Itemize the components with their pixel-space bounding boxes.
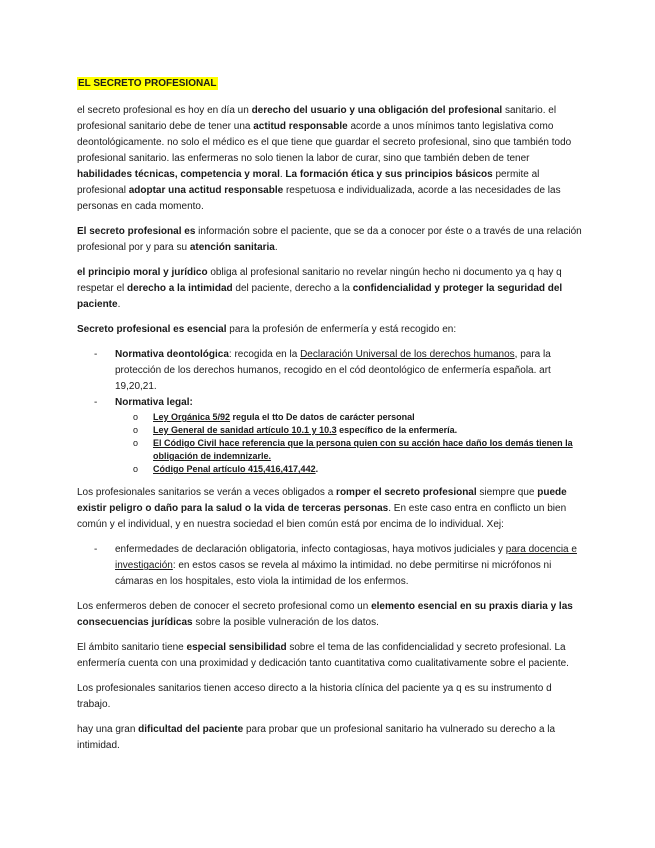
circle-bullet: o <box>133 464 139 474</box>
paragraph-difficulty: hay una gran dificultad del paciente para probar que un profesional sanitario ha vulnerado su derecho a la intimidad. <box>77 724 556 751</box>
paragraph-essential: Secreto profesional es esencial para la profesión de enfermería y está recogido en: <box>77 324 457 335</box>
paragraph-nurses: Los enfermeros deben de conocer el secreto profesional como un elemento esencial en su praxis diaria y las consecuencias jurídicas sobre la posible vulneración de los datos. <box>77 601 573 628</box>
list-item-legal: - Normativa legal: o Ley Orgánica 5/92 regula el tto De datos de carácter personal o Ley General de sanidad artículo 10.1 y 10.3 específico de la enfermería. o El Código Civil hace referencia que la persona quien con su acción hace daño los demás tienen la obligación de indemnizarle. o Código Penal artículo 415,416,417,442. <box>77 395 582 476</box>
regulations-list <box>77 347 582 476</box>
dash-bullet: - <box>94 349 98 360</box>
circle-bullet: o <box>133 425 139 435</box>
exceptions-list <box>77 542 582 590</box>
circle-bullet: o <box>133 438 139 448</box>
circle-bullet: o <box>133 412 139 422</box>
sublist-item: o Código Penal artículo 415,416,417,442. <box>133 464 319 474</box>
sublist-item: o Ley Orgánica 5/92 regula el tto De datos de carácter personal <box>133 412 415 422</box>
paragraph-exceptions: Los profesionales sanitarios se verán a veces obligados a romper el secreto profesional siempre que puede existir peligro o daño para la salud o la vida de terceras personas. En este caso entra en conflicto un bien común y el individual, y en nuestra sociedad el bien común está por encima de lo individual. Xej: <box>77 487 567 530</box>
declaration-link: Declaración Universal de los derechos humanos <box>300 349 515 360</box>
sublist-item: o Ley General de sanidad artículo 10.1 y 10.3 específico de la enfermería. <box>133 425 458 435</box>
list-item-diseases: - enfermedades de declaración obligatoria, infecto contagiosas, haya motivos judiciales y para docencia e investigación: en estos casos se revela al máximo la intimidad. no debe permitirse ni micrófonos ni cámaras en los hospitales, esto viola la intimidad de los enfermos. <box>94 544 577 587</box>
legal-sublist <box>115 411 582 476</box>
paragraph-access: Los profesionales sanitarios tienen acceso directo a la historia clínica del paciente ya q es su instrumento d trabajo. <box>77 683 552 710</box>
dash-bullet: - <box>94 397 98 408</box>
page-title: EL SECRETO PROFESIONAL <box>78 78 217 89</box>
paragraph-definition: El secreto profesional es información sobre el paciente, que se da a conocer por éste o a través de una relación profesional por y para su atención sanitaria. <box>77 226 582 253</box>
paragraph-sensitivity: El ámbito sanitario tiene especial sensibilidad sobre el tema de las confidencialidad y secreto profesional. La enfermería cuenta con una proximidad y dedicación tanto cuantitativa como cualitativamente sobre el paciente. <box>77 642 569 669</box>
paragraph-intro: el secreto profesional es hoy en día un derecho del usuario y una obligación del profesional sanitario. el profesional sanitario debe de tener una actitud responsable acorde a unos mínimos tanto legislativa como deontológicamente. no solo el médico es el que tiene que guardar el secreto profesional, sino que también todo profesional sanitario. las enfermeras no solo tienen la labor de curar, sino que también deben de tener habilidades técnicas, competencia y moral. La formación ética y sus principios básicos permite al profesional adoptar una actitud responsable respetuosa e individualizada, acorde a las necesidades de las personas en cada momento. <box>77 105 572 212</box>
dash-bullet: - <box>94 544 98 555</box>
sublist-item: o El Código Civil hace referencia que la persona quien con su acción hace daño los demás tienen la obligación de indemnizarle. <box>133 438 573 461</box>
list-item-deontological: - Normativa deontológica: recogida en la Declaración Universal de los derechos humanos, para la protección de los derechos humanos, recogido en el cód deontológico de enfermería española. art 19,20,21. <box>94 349 551 392</box>
paragraph-principle: el principio moral y jurídico obliga al profesional sanitario no revelar ningún hecho ni documento ya q hay q respetar el derecho a la intimidad del paciente, derecho a la confidencialidad y proteger la seguridad del paciente. <box>77 267 563 310</box>
document-body <box>77 76 582 763</box>
